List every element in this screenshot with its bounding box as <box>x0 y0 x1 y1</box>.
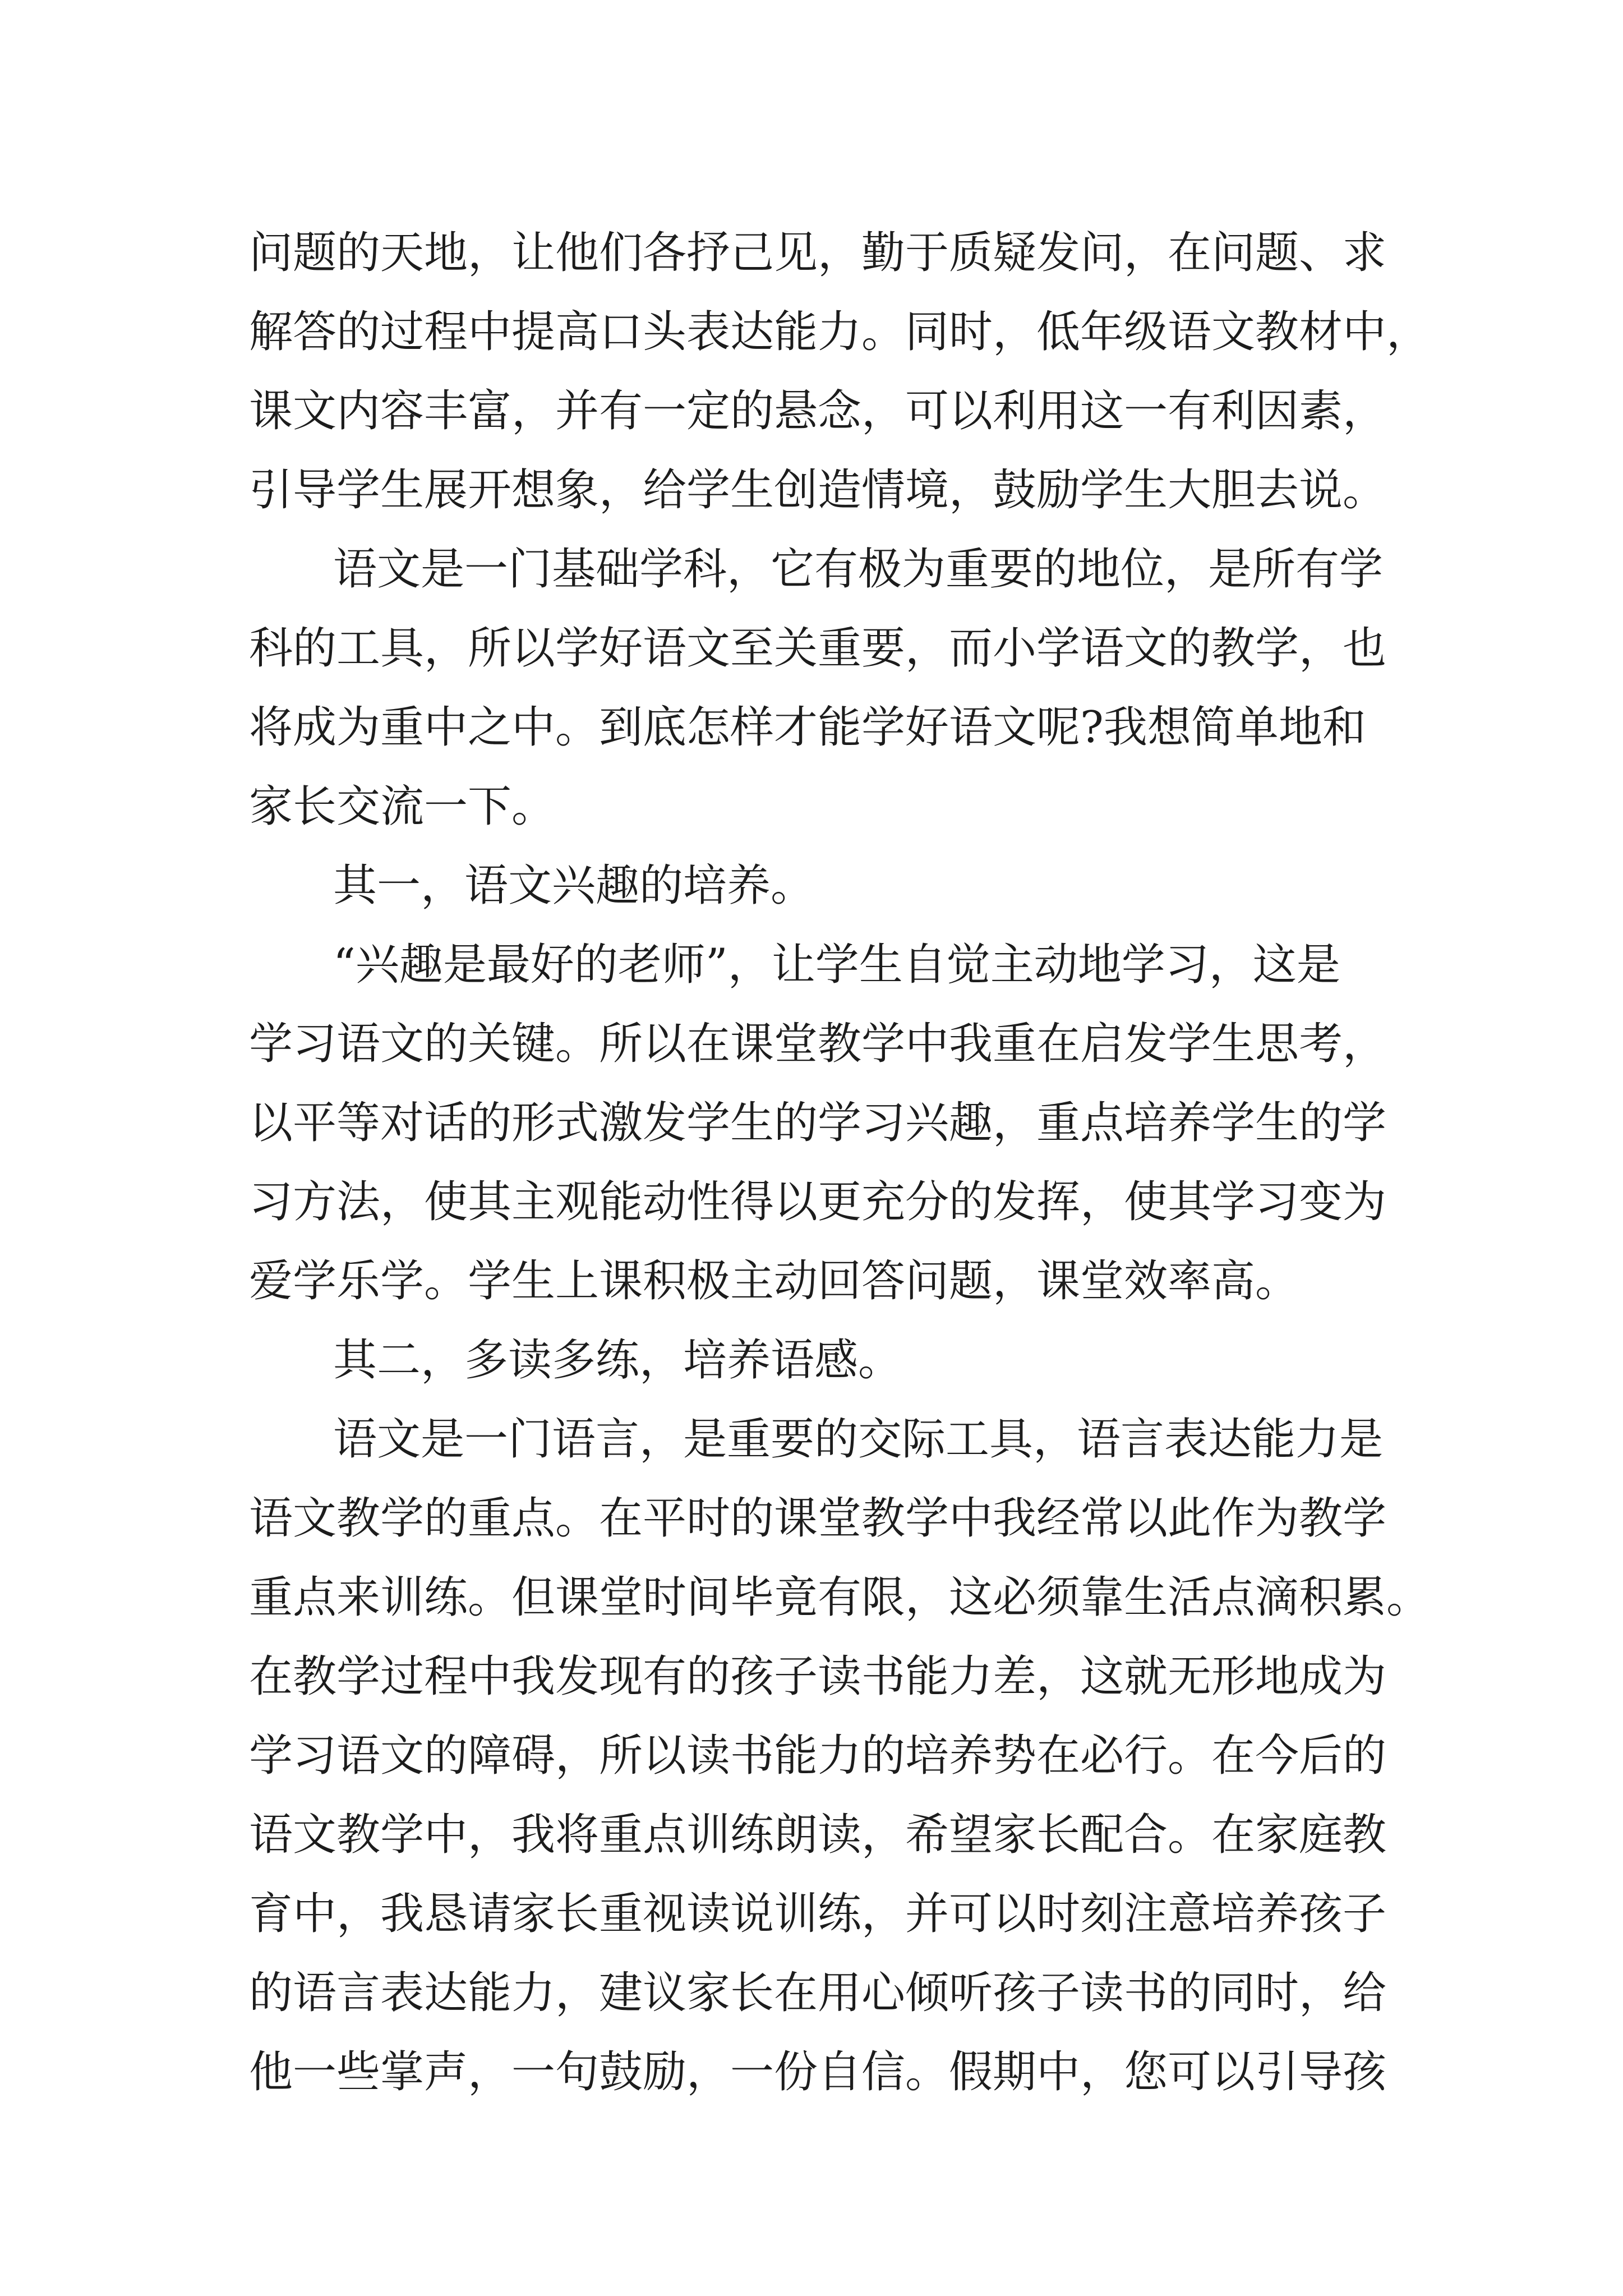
text-line-content: 重点来训练。但课堂时间毕竟有限，这必须靠生活点滴积累。 <box>249 1572 1431 1623</box>
text-line-content: 引导学生展开想象，给学生创造情境，鼓励学生大胆去说。 <box>249 465 1387 516</box>
text-line <box>0 1714 1623 1798</box>
text-line <box>0 1635 1623 1719</box>
text-line <box>0 1872 1623 1956</box>
text-line <box>0 1951 1623 2035</box>
text-line-content: 爱学乐学。学生上课积极主动回答问题，课堂效率高。 <box>249 1256 1299 1306</box>
text-line <box>0 1160 1623 1244</box>
text-line <box>0 1793 1623 1877</box>
text-line-content: 语文是一门基础学科，它有极为重要的地位，是所有学 <box>333 544 1384 595</box>
text-line <box>0 606 1623 691</box>
text-line <box>0 369 1623 453</box>
text-line-content: “兴趣是最好的老师”，让学生自觉主动地学习，这是 <box>333 940 1340 990</box>
text-line-content: 语文教学的重点。在平时的课堂教学中我经常以此作为教学 <box>249 1493 1387 1544</box>
text-line-content: 学习语文的关键。所以在课堂教学中我重在启发学生思考， <box>249 1019 1387 1069</box>
section-heading: 其二，多读多练，培养语感。 <box>333 1335 902 1386</box>
text-line-content: 的语言表达能力，建议家长在用心倾听孩子读书的同时，给 <box>249 1968 1387 2018</box>
text-line-content: 家长交流一下。 <box>249 781 556 832</box>
text-line <box>0 1081 1623 1165</box>
section-heading-line <box>0 844 1623 928</box>
text-line-content: 课文内容丰富，并有一定的悬念，可以利用这一有利因素， <box>249 386 1387 436</box>
text-line <box>0 1556 1623 1640</box>
text-line <box>0 765 1623 849</box>
text-line-content: 科的工具，所以学好语文至关重要，而小学语文的教学，也 <box>249 623 1387 674</box>
section-heading-line <box>0 1318 1623 1402</box>
text-line-content: 以平等对话的形式激发学生的学习兴趣，重点培养学生的学 <box>249 1098 1387 1148</box>
text-line <box>0 448 1623 532</box>
text-line <box>0 211 1623 295</box>
text-line-content: 问题的天地，让他们各抒己见，勤于质疑发问，在问题、求 <box>249 228 1387 278</box>
text-line <box>0 2030 1623 2114</box>
text-line <box>0 1002 1623 1086</box>
text-line-content: 育中，我恳请家长重视读说训练，并可以时刻注意培养孩子 <box>249 1889 1387 1939</box>
text-line <box>0 1476 1623 1561</box>
text-line <box>0 1239 1623 1323</box>
paragraph-start-line <box>0 923 1623 1007</box>
text-line-content: 学习语文的障碍，所以读书能力的培养势在必行。在今后的 <box>249 1731 1387 1781</box>
paragraph-start-line <box>0 527 1623 611</box>
text-line-content: 在教学过程中我发现有的孩子读书能力差，这就无形地成为 <box>249 1651 1387 1702</box>
text-line-content: 语文教学中，我将重点训练朗读，希望家长配合。在家庭教 <box>249 1810 1387 1860</box>
paragraph-start-line <box>0 1397 1623 1481</box>
text-line <box>0 685 1623 770</box>
text-line-content: 语文是一门语言，是重要的交际工具，语言表达能力是 <box>333 1414 1384 1465</box>
text-line-content: 将成为重中之中。到底怎样才能学好语文呢?我想简单地和 <box>249 702 1366 753</box>
text-line-content: 习方法，使其主观能动性得以更充分的发挥，使其学习变为 <box>249 1177 1387 1227</box>
text-line-content: 解答的过程中提高口头表达能力。同时，低年级语文教材中， <box>249 307 1431 357</box>
text-line <box>0 290 1623 374</box>
section-heading: 其一，语文兴趣的培养。 <box>333 861 815 911</box>
text-line-content: 他一些掌声，一句鼓励，一份自信。假期中，您可以引导孩 <box>249 2047 1387 2097</box>
